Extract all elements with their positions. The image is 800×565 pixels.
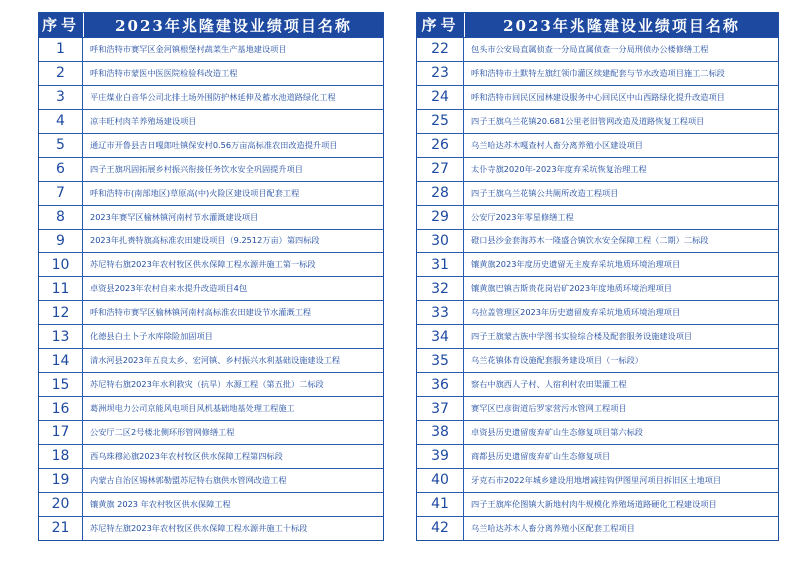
table-row (417, 397, 778, 421)
row-number: 4 (39, 110, 83, 133)
row-number: 41 (417, 493, 464, 516)
table-row (417, 206, 778, 230)
project-name: 呼和浩特市赛罕区金河镇根堡村蔬菜生产基地建设项目 (90, 43, 287, 54)
project-name: 清水河县2023年五良太乡、宏河镇、乡村振兴水利基础设施建设工程 (90, 355, 341, 366)
table-row (417, 230, 778, 254)
row-number: 25 (417, 110, 464, 133)
table-row (39, 301, 383, 325)
table-row (417, 62, 778, 86)
project-name: 乌兰哈达苏木嘎查村人畜分离养殖小区建设项目 (471, 139, 643, 150)
row-number: 40 (417, 469, 464, 492)
row-number: 23 (417, 62, 464, 85)
project-name: 呼和浩特市土默特左旗红领巾灌区续建配套与节水改造项目施工二标段 (471, 67, 725, 78)
table-row (39, 325, 383, 349)
row-number: 6 (39, 158, 83, 181)
project-name: 太仆寺旗2020年-2023年度弃采坑恢复治理工程 (471, 163, 647, 174)
project-name: 2023年扎赉特旗高标准农田建设项目（9.2512万亩）第四标段 (90, 235, 320, 246)
row-number: 34 (417, 325, 464, 348)
row-number: 28 (417, 182, 464, 205)
project-name: 乌兰哈达苏木人畜分离养殖小区配套工程项目 (471, 522, 635, 533)
table-row (417, 86, 778, 110)
row-number: 39 (417, 445, 464, 468)
table-row (39, 62, 383, 86)
table-row (39, 206, 383, 230)
row-number: 1 (39, 38, 83, 61)
row-number: 30 (417, 230, 464, 253)
row-number: 13 (39, 325, 83, 348)
project-name: 四子王旗蒙古族中学图书实验综合楼及配套服务设施建设项目 (471, 331, 693, 342)
project-name: 呼和浩特市(南部地区)草原高(中)火险区建设项目配套工程 (90, 187, 300, 198)
table-row (39, 253, 383, 277)
row-number: 8 (39, 206, 83, 229)
row-number: 15 (39, 373, 83, 396)
table-row (417, 301, 778, 325)
table-row (417, 373, 778, 397)
project-name: 凉丰旺村肉羊养殖场建设项目 (90, 115, 197, 126)
row-number: 42 (417, 517, 464, 540)
left-table-header (39, 13, 383, 38)
row-number: 16 (39, 397, 83, 420)
project-name: 化德县白土卜子水库除险加固项目 (90, 331, 213, 342)
row-number: 38 (417, 421, 464, 444)
project-name: 乌拉盖管理区2023年历史遗留废弃采坑地质环境治理项目 (471, 307, 681, 318)
project-name: 乌兰花镇体育设施配套服务建设项目（一标段） (471, 355, 643, 366)
project-name: 镶黄旗2023年度历史遗留无主废弃采坑地质环境治理项目 (471, 259, 681, 270)
right-table-body (417, 38, 778, 540)
row-number: 35 (417, 349, 464, 372)
left-table (38, 12, 384, 541)
row-number: 27 (417, 158, 464, 181)
table-row (39, 445, 383, 469)
table-row (39, 469, 383, 493)
project-name: 磴口县沙金套海苏木一隆盛合镇饮水安全保障工程（二期）二标段 (471, 235, 709, 246)
table-row (39, 134, 383, 158)
right-table (416, 12, 779, 541)
project-name: 2023年赛罕区榆林镇河南村节水灌溉建设项目 (90, 211, 259, 222)
table-row (417, 325, 778, 349)
row-number: 2 (39, 62, 83, 85)
row-number: 5 (39, 134, 83, 157)
project-name: 镶黄旗 2023 年农村牧区供水保障工程 (90, 498, 231, 509)
row-number: 37 (417, 397, 464, 420)
table-row (417, 38, 778, 62)
table-row (417, 182, 778, 206)
table-row (39, 182, 383, 206)
row-number: 29 (417, 206, 464, 229)
project-name: 商都县历史遗留废弃矿山生态修复项目 (471, 450, 611, 461)
project-name: 卓资县2023年农村自来水提升改造项目4包 (90, 283, 248, 294)
table-row (417, 110, 778, 134)
row-number: 3 (39, 86, 83, 109)
header-col-no: 序号 (39, 13, 84, 37)
row-number: 20 (39, 493, 83, 516)
project-name: 呼和浩特市回民区园林建设服务中心回民区中山西路绿化提升改造项目 (471, 91, 725, 102)
project-name: 苏尼特右旗2023年水利救灾（抗旱）水源工程（第五批）二标段 (90, 379, 324, 390)
project-name: 四子王旗乌兰花镇公共厕所改造工程项目 (471, 187, 619, 198)
table-row (417, 253, 778, 277)
project-name: 通辽市开鲁县吉日嘎郎吐镇保安村0.56万亩高标准农田改造提升项目 (90, 139, 338, 150)
project-name: 公安厅2023年零星修缮工程 (471, 211, 574, 222)
row-number: 32 (417, 277, 464, 300)
row-number: 7 (39, 182, 83, 205)
header-col-no: 序号 (417, 13, 465, 37)
row-number: 18 (39, 445, 83, 468)
table-row (417, 158, 778, 182)
table-row (39, 397, 383, 421)
project-name: 卓资县历史遗留废弃矿山生态修复项目第六标段 (471, 426, 643, 437)
table-row (39, 158, 383, 182)
project-name: 四子王旗库伦图镇大新地村肉牛规模化养殖场道路硬化工程建设项目 (471, 498, 717, 509)
project-name: 葛洲坝电力公司京能风电项目风机基础地基处理工程施工 (90, 403, 295, 414)
table-row (417, 421, 778, 445)
project-name: 平庄煤业白音华公司北排土场外围防护林延伸及蓄水池道路绿化工程 (90, 91, 336, 102)
table-row (39, 517, 383, 540)
table-row (39, 373, 383, 397)
table-row (39, 38, 383, 62)
row-number: 14 (39, 349, 83, 372)
header-title: 2023年兆隆建设业绩项目名称 (115, 16, 352, 35)
project-name: 苏尼特左旗2023年农村牧区供水保障工程水源井施工十标段 (90, 522, 308, 533)
table-row (417, 277, 778, 301)
project-name: 镶黄旗巴镇吉斯贵花岗岩矿2023年度地质环境治理项目 (471, 283, 672, 294)
project-name: 包头市公安局直属侦查一分局直属侦查一分局刑侦办公楼修缮工程 (471, 43, 709, 54)
table-row (417, 445, 778, 469)
project-name: 呼和浩特市蒙医中医医院检验科改造工程 (90, 67, 238, 78)
row-number: 24 (417, 86, 464, 109)
row-number: 10 (39, 253, 83, 276)
table-row (39, 110, 383, 134)
table-row (417, 469, 778, 493)
row-number: 9 (39, 230, 83, 253)
row-number: 21 (39, 517, 83, 540)
table-row (39, 421, 383, 445)
table-row (39, 86, 383, 110)
table-row (417, 134, 778, 158)
table-row (39, 349, 383, 373)
project-name: 四子王旗巩固拓展乡村振兴衔接任务饮水安全巩固提升项目 (90, 163, 303, 174)
table-row (39, 230, 383, 254)
project-name: 苏尼特右旗2023年农村牧区供水保障工程水源井施工第一标段 (90, 259, 316, 270)
row-number: 11 (39, 277, 83, 300)
table-row (417, 517, 778, 540)
project-name: 赛罕区巴彦街道后罗家营污水管网工程项目 (471, 403, 627, 414)
project-name: 四子王旗乌兰花镇20.681公里老旧管网改造及道路恢复工程项目 (471, 115, 705, 126)
left-table-body (39, 38, 383, 540)
row-number: 26 (417, 134, 464, 157)
row-number: 33 (417, 301, 464, 324)
row-number: 36 (417, 373, 464, 396)
right-table-header (417, 13, 778, 38)
project-name: 牙克石市2022年城乡建设用地增减挂钩伊图里河项目拆旧区土地项目 (471, 474, 722, 485)
row-number: 19 (39, 469, 83, 492)
project-name: 内蒙古自治区锡林郭勒盟苏尼特右旗供水管网改造工程 (90, 474, 287, 485)
project-name: 公安厅二区2号楼北侧环形管网修缮工程 (90, 426, 235, 437)
row-number: 31 (417, 253, 464, 276)
header-title: 2023年兆隆建设业绩项目名称 (503, 16, 740, 35)
project-name: 呼和浩特市赛罕区榆林镇河南村高标准农田建设节水灌溉工程 (90, 307, 312, 318)
project-name: 西乌珠穆沁旗2023年农村牧区供水保障工程第四标段 (90, 450, 283, 461)
row-number: 22 (417, 38, 464, 61)
project-name: 察右中旗西人子村、人宿利村农田渠灌工程 (471, 379, 627, 390)
table-row (417, 493, 778, 517)
row-number: 17 (39, 421, 83, 444)
table-row (417, 349, 778, 373)
row-number: 12 (39, 301, 83, 324)
table-row (39, 277, 383, 301)
table-row (39, 493, 383, 517)
